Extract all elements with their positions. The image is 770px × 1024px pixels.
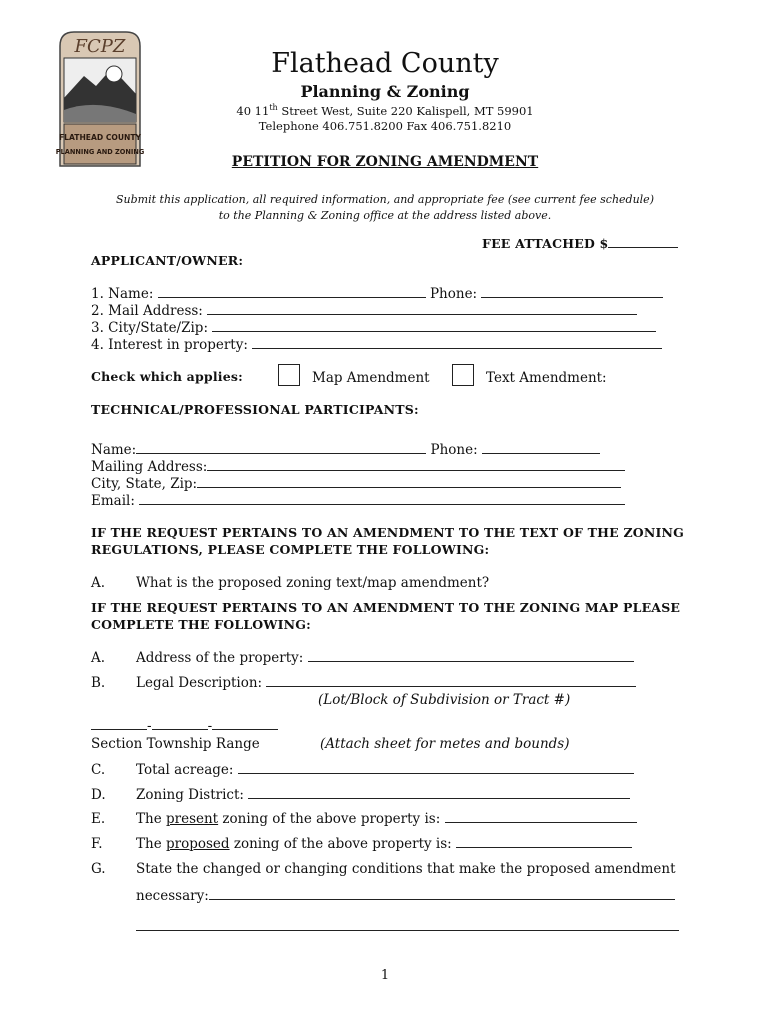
logo-text-county: FLATHEAD COUNTY <box>58 133 142 142</box>
map-item-d-letter: D. <box>91 787 106 803</box>
office-phone-fax: Telephone 406.751.8200 Fax 406.751.8210 <box>258 119 512 133</box>
text-amendment-checkbox[interactable] <box>452 364 474 386</box>
map-item-g-row: necessary: <box>136 888 675 904</box>
logo-text-planning: PLANNING AND ZONING <box>56 148 144 156</box>
applicant-phone-field[interactable] <box>481 286 663 298</box>
zoning-district-field[interactable] <box>248 787 630 799</box>
check-label: Check which applies: <box>91 369 243 384</box>
map-item-g-letter: G. <box>91 861 106 877</box>
applicant-mail-row: 2. Mail Address: <box>91 303 637 319</box>
tech-city-field[interactable] <box>197 476 621 488</box>
section-township-range-label: Section Township Range <box>91 736 260 752</box>
township-field[interactable] <box>152 718 208 730</box>
legal-description-field[interactable] <box>266 675 636 687</box>
text-section-heading-1: IF THE REQUEST PERTAINS TO AN AMENDMENT TO THE TEXT OF THE ZONING <box>91 525 685 540</box>
instructions-line-1: Submit this application, all required information, and appropriate fee (see current fee schedule) <box>116 193 654 206</box>
map-item-f-row: The proposed zoning of the above property is: <box>136 836 632 852</box>
proposed-zoning-field[interactable] <box>456 836 632 848</box>
tech-phone-field[interactable] <box>482 442 600 454</box>
tech-mail-row: Mailing Address: <box>91 459 625 475</box>
department-title: Planning & Zoning <box>300 82 470 101</box>
logo-monogram: FCPZ <box>74 36 126 57</box>
text-item-a: What is the proposed zoning text/map amendment? <box>136 575 490 591</box>
applicant-city-row: 3. City/State/Zip: <box>91 320 656 336</box>
section-township-range-fields: - - <box>91 718 278 734</box>
applicant-heading: APPLICANT/OWNER: <box>91 253 244 268</box>
map-item-f-letter: F. <box>91 836 103 852</box>
map-item-d-row: Zoning District: <box>136 787 630 803</box>
map-item-b-letter: B. <box>91 675 106 691</box>
map-item-g-text: State the changed or changing conditions that make the proposed amendment <box>136 861 676 877</box>
map-item-c-letter: C. <box>91 762 106 778</box>
county-title: Flathead County <box>271 48 499 79</box>
technical-heading: TECHNICAL/PROFESSIONAL PARTICIPANTS: <box>91 402 419 417</box>
fee-amount-field[interactable] <box>608 236 678 248</box>
instructions-line-2: to the Planning & Zoning office at the address listed above. <box>218 209 552 222</box>
text-amendment-option[interactable]: Text Amendment: <box>452 364 607 386</box>
map-item-e-letter: E. <box>91 811 106 827</box>
tech-name-row: Name: Phone: <box>91 442 600 458</box>
map-amendment-checkbox[interactable] <box>278 364 300 386</box>
tech-name-field[interactable] <box>136 442 426 454</box>
form-title: PETITION FOR ZONING AMENDMENT <box>231 154 539 170</box>
changing-conditions-extra-line[interactable] <box>136 930 679 931</box>
property-address-field[interactable] <box>308 650 634 662</box>
applicant-name-field[interactable] <box>158 286 426 298</box>
applicant-interest-row: 4. Interest in property: <box>91 337 662 353</box>
page-number: 1 <box>380 968 390 983</box>
map-item-b-row: Legal Description: <box>136 675 636 691</box>
fee-attached: FEE ATTACHED $ <box>482 236 678 251</box>
tech-mail-field[interactable] <box>207 459 625 471</box>
metes-bounds-note: (Attach sheet for metes and bounds) <box>320 736 570 752</box>
map-item-a-row: Address of the property: <box>136 650 634 666</box>
applicant-interest-field[interactable] <box>252 337 662 349</box>
tech-city-row: City, State, Zip: <box>91 476 621 492</box>
map-section-heading-2: COMPLETE THE FOLLOWING: <box>91 617 311 632</box>
map-amendment-option[interactable]: Map Amendment <box>278 364 430 386</box>
applicant-mail-field[interactable] <box>207 303 637 315</box>
map-section-heading-1: IF THE REQUEST PERTAINS TO AN AMENDMENT TO THE ZONING MAP PLEASE <box>91 600 681 615</box>
text-section-heading-2: REGULATIONS, PLEASE COMPLETE THE FOLLOWING: <box>91 542 490 557</box>
tech-email-row: Email: <box>91 493 625 509</box>
map-item-c-row: Total acreage: <box>136 762 634 778</box>
tech-email-field[interactable] <box>139 493 625 505</box>
changing-conditions-field[interactable] <box>209 888 675 900</box>
map-item-e-row: The present zoning of the above property is: <box>136 811 637 827</box>
office-address: 40 11th Street West, Suite 220 Kalispell, MT 59901 <box>236 103 534 118</box>
total-acreage-field[interactable] <box>238 762 634 774</box>
applicant-city-field[interactable] <box>212 320 656 332</box>
present-zoning-field[interactable] <box>445 811 637 823</box>
section-field[interactable] <box>91 718 147 730</box>
text-item-a-letter: A. <box>91 575 106 591</box>
map-item-a-letter: A. <box>91 650 106 666</box>
legal-description-note: (Lot/Block of Subdivision or Tract #) <box>318 692 571 708</box>
applicant-name-row: 1. Name: Phone: <box>91 286 663 302</box>
range-field[interactable] <box>212 718 278 730</box>
